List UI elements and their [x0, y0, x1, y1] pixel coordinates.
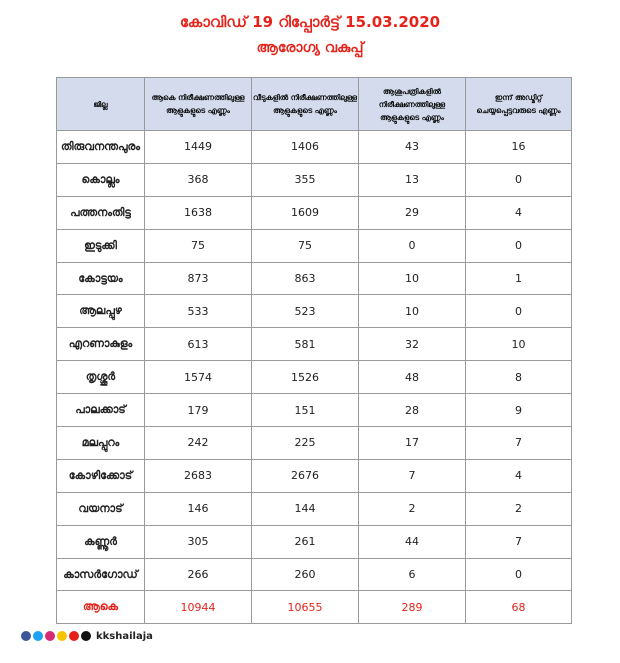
value-cell: 179: [145, 394, 252, 427]
table-row: [57, 163, 572, 196]
total-value-cell: 289: [359, 591, 466, 624]
report-table: [56, 77, 572, 624]
district-name-cell: ഇടുക്കി: [57, 229, 145, 262]
twitter-icon[interactable]: [33, 631, 43, 641]
value-cell: 873: [145, 262, 252, 295]
value-cell: 1449: [145, 131, 252, 164]
value-cell: 533: [145, 295, 252, 328]
tiktok-icon[interactable]: [81, 631, 91, 641]
facebook-icon[interactable]: [21, 631, 31, 641]
value-cell: 146: [145, 492, 252, 525]
value-cell: 13: [359, 163, 466, 196]
table-row: [57, 459, 572, 492]
value-cell: 4: [466, 459, 572, 492]
value-cell: 1: [466, 262, 572, 295]
district-name-cell: പാലക്കാട്: [57, 394, 145, 427]
value-cell: 863: [252, 262, 359, 295]
column-header-admitted-today: ഇന്ന് അഡ്മിറ്റ് ചെയ്യപ്പെട്ടവരുടെ എണ്ണം: [466, 78, 572, 131]
value-cell: 28: [359, 394, 466, 427]
value-cell: 151: [252, 394, 359, 427]
value-cell: 32: [359, 328, 466, 361]
table-row: [57, 262, 572, 295]
value-cell: 17: [359, 427, 466, 460]
value-cell: 1574: [145, 361, 252, 394]
column-header-home-observation: വീടുകളിൽ നിരീക്ഷണത്തിലുള്ള ആളുകളുടെ എണ്ണം: [252, 78, 359, 131]
total-value-cell: 10655: [252, 591, 359, 624]
table-row: [57, 492, 572, 525]
value-cell: 368: [145, 163, 252, 196]
table-row: [57, 229, 572, 262]
district-name-cell: വയനാട്: [57, 492, 145, 525]
value-cell: 2683: [145, 459, 252, 492]
value-cell: 8: [466, 361, 572, 394]
social-icons: [21, 631, 93, 641]
instagram-icon[interactable]: [45, 631, 55, 641]
table-header-row: [57, 78, 572, 131]
table-row: [57, 427, 572, 460]
value-cell: 581: [252, 328, 359, 361]
value-cell: 10: [359, 295, 466, 328]
district-name-cell: കണ്ണൂർ: [57, 525, 145, 558]
total-row: [57, 591, 572, 624]
table-body: [57, 131, 572, 624]
value-cell: 6: [359, 558, 466, 591]
value-cell: 4: [466, 196, 572, 229]
table-row: [57, 394, 572, 427]
district-name-cell: കാസർഗോഡ്: [57, 558, 145, 591]
social-footer: [21, 628, 153, 644]
page-subtitle: ആരോഗ്യ വകുപ്പ്: [256, 40, 364, 56]
value-cell: 523: [252, 295, 359, 328]
value-cell: 0: [466, 229, 572, 262]
youtube-icon[interactable]: [69, 631, 79, 641]
value-cell: 0: [359, 229, 466, 262]
column-header-total-observation: ആകെ നിരീക്ഷണത്തിലുള്ള ആളുകളുടെ എണ്ണം: [145, 78, 252, 131]
value-cell: 7: [359, 459, 466, 492]
value-cell: 2: [359, 492, 466, 525]
value-cell: 1609: [252, 196, 359, 229]
value-cell: 2: [466, 492, 572, 525]
value-cell: 75: [145, 229, 252, 262]
table-row: [57, 558, 572, 591]
value-cell: 242: [145, 427, 252, 460]
value-cell: 305: [145, 525, 252, 558]
snapchat-icon[interactable]: [57, 631, 67, 641]
total-value-cell: 10944: [145, 591, 252, 624]
value-cell: 7: [466, 427, 572, 460]
value-cell: 1526: [252, 361, 359, 394]
value-cell: 16: [466, 131, 572, 164]
column-header-district: ജില്ല: [57, 78, 145, 131]
table-row: [57, 196, 572, 229]
value-cell: 9: [466, 394, 572, 427]
district-name-cell: കോട്ടയം: [57, 262, 145, 295]
value-cell: 261: [252, 525, 359, 558]
table-row: [57, 131, 572, 164]
value-cell: 29: [359, 196, 466, 229]
value-cell: 0: [466, 163, 572, 196]
district-name-cell: കോഴിക്കോട്: [57, 459, 145, 492]
value-cell: 1406: [252, 131, 359, 164]
total-value-cell: 68: [466, 591, 572, 624]
value-cell: 225: [252, 427, 359, 460]
table-row: [57, 295, 572, 328]
page-title: കോവിഡ് 19 റിപ്പോർട്ട് 15.03.2020: [179, 13, 441, 31]
social-handle: kkshailaja: [96, 630, 153, 642]
value-cell: 355: [252, 163, 359, 196]
district-name-cell: മലപ്പുറം: [57, 427, 145, 460]
district-name-cell: എറണാകുളം: [57, 328, 145, 361]
value-cell: 1638: [145, 196, 252, 229]
value-cell: 613: [145, 328, 252, 361]
value-cell: 7: [466, 525, 572, 558]
value-cell: 0: [466, 295, 572, 328]
value-cell: 2676: [252, 459, 359, 492]
district-name-cell: പത്തനംതിട്ട: [57, 196, 145, 229]
value-cell: 0: [466, 558, 572, 591]
value-cell: 75: [252, 229, 359, 262]
value-cell: 10: [359, 262, 466, 295]
district-name-cell: കൊല്ലം: [57, 163, 145, 196]
table-row: [57, 328, 572, 361]
value-cell: 43: [359, 131, 466, 164]
value-cell: 44: [359, 525, 466, 558]
district-name-cell: ആലപ്പുഴ: [57, 295, 145, 328]
value-cell: 260: [252, 558, 359, 591]
district-name-cell: തൃശ്ശൂർ: [57, 361, 145, 394]
table-row: [57, 361, 572, 394]
value-cell: 266: [145, 558, 252, 591]
value-cell: 10: [466, 328, 572, 361]
column-header-hospital-observation: ആശുപത്രികളിൽ നിരീക്ഷണത്തിലുള്ള ആളുകളുടെ എണ്ണം: [359, 78, 466, 131]
total-label-cell: ആകെ: [57, 591, 145, 624]
district-name-cell: തിരുവനന്തപുരം: [57, 131, 145, 164]
value-cell: 144: [252, 492, 359, 525]
table-row: [57, 525, 572, 558]
value-cell: 48: [359, 361, 466, 394]
